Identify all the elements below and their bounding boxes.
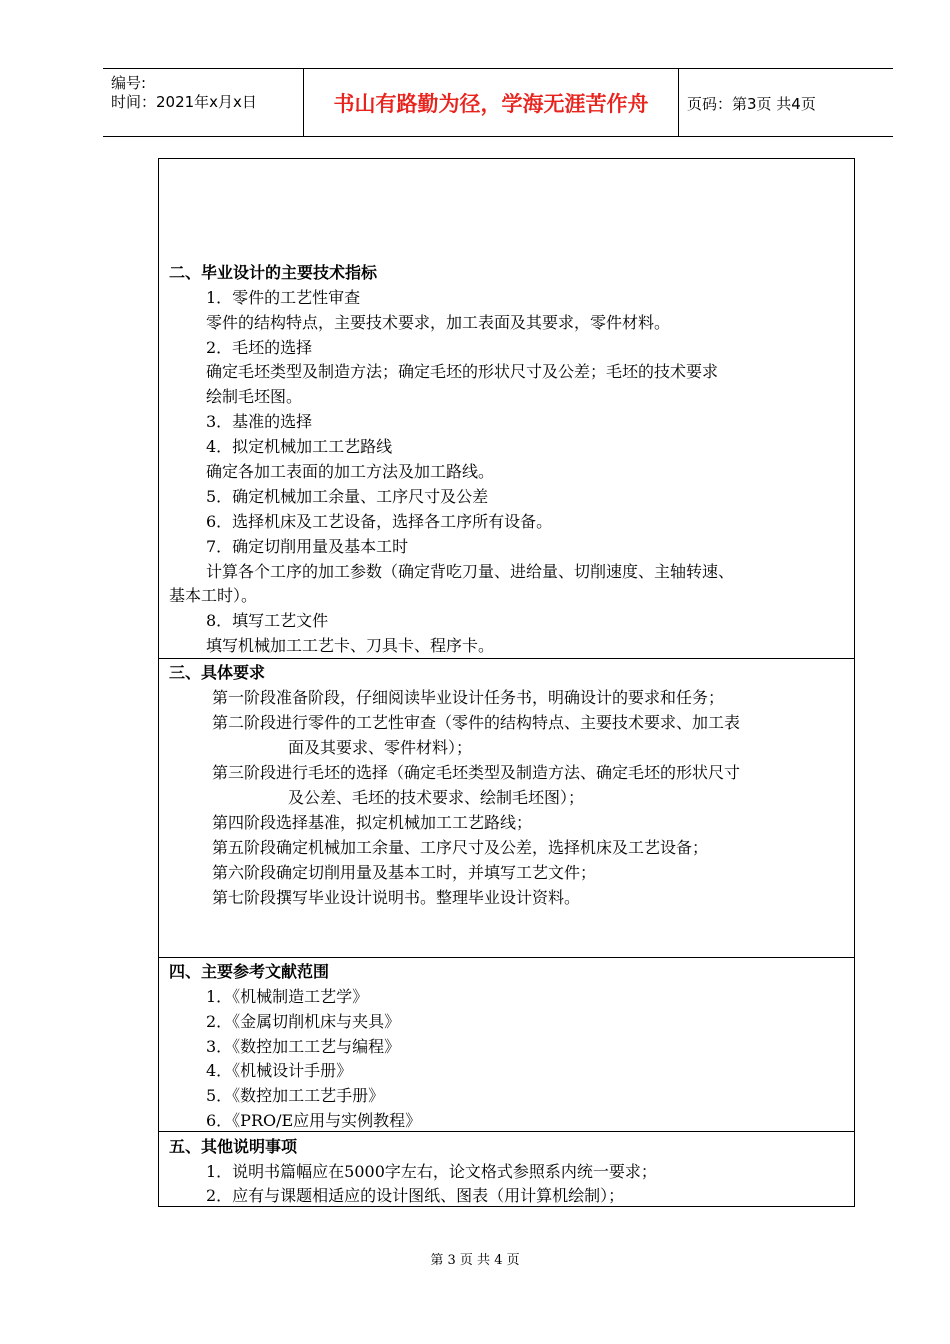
task-table [158, 158, 855, 1207]
section-3-line: 第五阶段确定机械加工余量、工序尺寸及公差，选择机床及工艺设备； [212, 838, 709, 857]
number-label: 编号: [111, 74, 147, 92]
row-divider [159, 658, 854, 659]
section-3-line: 第六阶段确定切削用量及基本工时，并填写工艺文件； [212, 863, 597, 882]
header-divider [678, 69, 679, 136]
footer-page-number: 第 3 页 共 4 页 [430, 1253, 520, 1268]
section-5-line: 2．应有与课题相适应的设计图纸、图表（用计算机绘制）； [206, 1186, 625, 1205]
section-3-line: 第七阶段撰写毕业设计说明书。整理毕业设计资料。 [212, 888, 581, 907]
section-3-line: 第二阶段进行零件的工艺性审查（零件的结构特点、主要技术要求、加工表 [212, 713, 741, 732]
section-3-title: 三、具体要求 [169, 663, 266, 682]
section-2-line: 绘制毛坯图。 [206, 387, 303, 406]
reference-item: 6．《PRO/E应用与实例教程》 [206, 1111, 422, 1130]
section-2-line: 2．毛坯的选择 [206, 338, 313, 357]
header-meta [103, 69, 303, 136]
section-2-title: 二、毕业设计的主要技术指标 [169, 263, 378, 282]
reference-item: 3．《数控加工工艺与编程》 [206, 1037, 401, 1056]
section-5-title: 五、其他说明事项 [169, 1137, 298, 1156]
row-divider [159, 957, 854, 958]
section-2-line: 确定毛坯类型及制造方法；确定毛坯的形状尺寸及公差；毛坯的技术要求 [206, 362, 719, 381]
section-3-line: 及公差、毛坯的技术要求、绘制毛坯图）； [288, 788, 585, 807]
section-2-line: 填写机械加工工艺卡、刀具卡、程序卡。 [206, 636, 495, 655]
header-motto: 书山有路勤为径，学海无涯苦作舟 [333, 91, 649, 116]
section-3-line: 第一阶段准备阶段，仔细阅读毕业设计任务书，明确设计的要求和任务； [212, 688, 725, 707]
page-footer [0, 1249, 950, 1268]
reference-item: 5．《数控加工工艺手册》 [206, 1086, 385, 1105]
reference-item: 4．《机械设计手册》 [206, 1061, 353, 1080]
section-3-line: 第三阶段进行毛坯的选择（确定毛坯类型及制造方法、确定毛坯的形状尺寸 [212, 763, 741, 782]
section-2-line: 6．选择机床及工艺设备，选择各工序所有设备。 [206, 512, 553, 531]
time-label: 时间：2021年x月x日 [111, 93, 257, 111]
page-code: 页码：第3页 共4页 [687, 95, 816, 113]
section-2-line: 3．基准的选择 [206, 412, 313, 431]
section-4-title: 四、主要参考文献范围 [169, 962, 330, 981]
reference-item: 2．《金属切削机床与夹具》 [206, 1012, 401, 1031]
section-2-line: 5．确定机械加工余量、工序尺寸及公差 [206, 487, 489, 506]
section-3-line: 面及其要求、零件材料）； [288, 738, 473, 757]
section-2-line: 8．填写工艺文件 [206, 611, 329, 630]
section-2-line: 7．确定切削用量及基本工时 [206, 537, 409, 556]
section-2-line: 确定各加工表面的加工方法及加工路线。 [206, 462, 495, 481]
section-5-line: 1．说明书篇幅应在5000字左右，论文格式参照系内统一要求； [206, 1162, 657, 1181]
page-header [103, 68, 893, 137]
section-3-line: 第四阶段选择基准，拟定机械加工工艺路线； [212, 813, 533, 832]
section-2-line: 基本工时）。 [169, 586, 258, 605]
section-2-line: 计算各个工序的加工参数（确定背吃刀量、进给量、切削速度、主轴转速、 [206, 562, 735, 581]
section-2-line: 4．拟定机械加工工艺路线 [206, 437, 393, 456]
reference-item: 1．《机械制造工艺学》 [206, 987, 369, 1006]
section-2-line: 1．零件的工艺性审查 [206, 288, 361, 307]
section-2-line: 零件的结构特点，主要技术要求，加工表面及其要求，零件材料。 [206, 313, 671, 332]
